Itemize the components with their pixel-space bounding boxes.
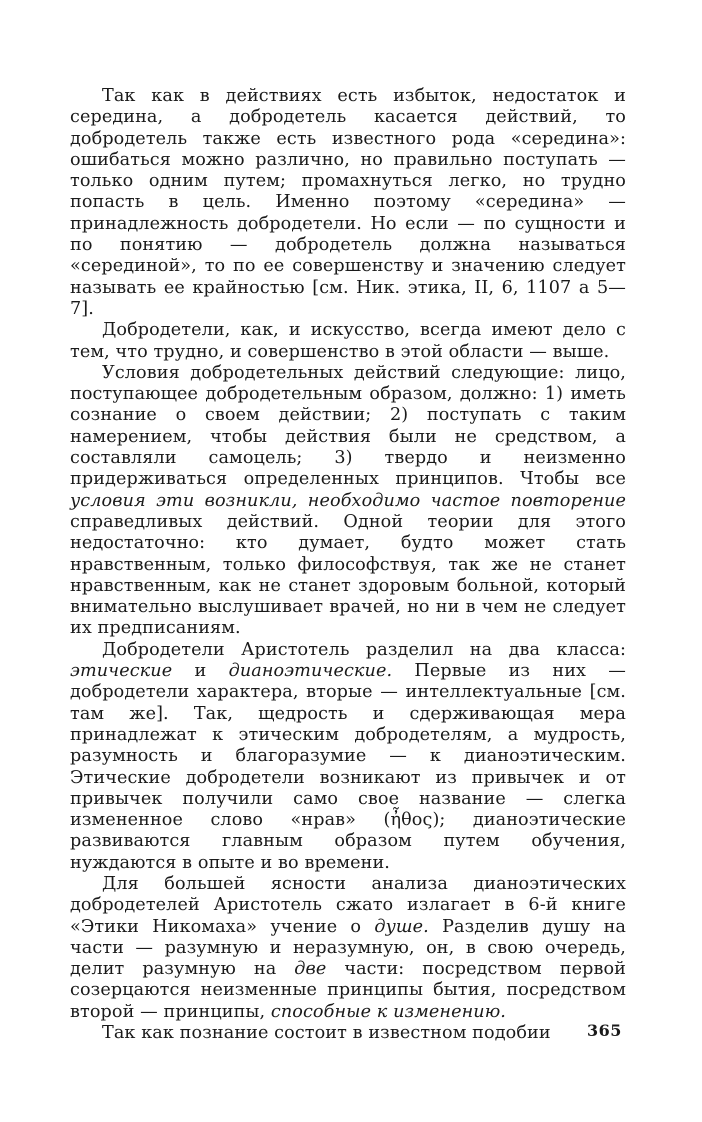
paragraph-text: Первые из них — добродетели характера, вторые — интеллектуальные [см. там же]. Так, щедрость и сдерживающая мера принадлежат к этическим добродетелям, а мудрость, разумность и благоразумие — к дианоэтическим. Этические добродетели возникают из привычек и от привычек получили само свое название — слегка измененное слово «нрав» (ἦθος); дианоэтические развиваются главным образом путем обучения, нуждаются в опыте и во времени.	[70, 661, 626, 873]
emphasis-text: душе.	[374, 916, 429, 937]
emphasis-text: этические	[70, 661, 173, 682]
emphasis-text: дианоэтические.	[228, 661, 393, 682]
paragraph-text: Добродетели Аристотель разделил на два класса:	[102, 639, 626, 660]
paragraph-text: Так как в действиях есть избыток, недостаток и середина, а добродетель касается действий, то добродетель также есть известного рода «середина»: ошибаться можно различно, но правильно поступать — только одним путем; промахнуться легко, но трудно попасть в цель. Именно поэтому «середина» — принадлежность добродетели. Но если — по сущности и по понятию — добродетель должна называться «серединой», то по ее совершенству и значению следует называть ее крайностью [см. Ник. этика, II, 6, 1107 а 5—7].	[70, 86, 626, 319]
paragraph-text: Условия добродетельных действий следующие: лицо, поступающее добродетельным образом, должно: 1) иметь сознание о своем действии; 2) поступать с таким намерением, чтобы действия были не средством, а составляли самоцель; 3) твердо и неизменно придерживаться определенных принципов. Чтобы все	[70, 362, 626, 490]
paragraph-text: Для большей ясности анализа дианоэтических добродетелей Аристотель сжато излагает в 6-й книге «Этики Никомаха» учение о	[70, 873, 626, 937]
paragraph-text: Так как познание состоит в известном подобии	[102, 1023, 551, 1044]
page-number: 365	[587, 1021, 622, 1040]
paragraph-virtue-conditions	[70, 363, 626, 640]
paragraph-virtue-mean	[70, 86, 626, 320]
book-page-text	[70, 86, 626, 1044]
paragraph-soul-doctrine	[70, 874, 626, 1023]
paragraph-text: Добродетели, как, и искусство, всегда имеют дело с тем, что трудно, и совершенство в этой области — выше.	[70, 320, 626, 362]
paragraph-virtue-difficulty	[70, 320, 626, 363]
paragraph-text: и	[172, 661, 229, 682]
emphasis-text: способные к изменению.	[270, 1001, 507, 1022]
emphasis-text: две	[294, 959, 327, 980]
paragraph-text: Разделив душу на части — разумную и неразумную, он, в свою очередь, делит разумную на	[70, 916, 626, 980]
paragraph-virtue-classes	[70, 640, 626, 874]
paragraph-text: части: посредством первой созерцаются неизменные принципы бытия, посредством второй — принципы,	[70, 959, 626, 1022]
emphasis-text: условия эти возникли, необходимо частое повторение	[70, 490, 626, 511]
paragraph-cognition-start	[70, 1023, 626, 1044]
paragraph-text: справедливых действий. Одной теории для этого недостаточно: кто думает, будто может стать нравственным, только философствуя, так же не станет нравственным, как не станет здоровым больной, который внимательно выслушивает врачей, но ни в чем не следует их предписаниям.	[70, 511, 626, 639]
